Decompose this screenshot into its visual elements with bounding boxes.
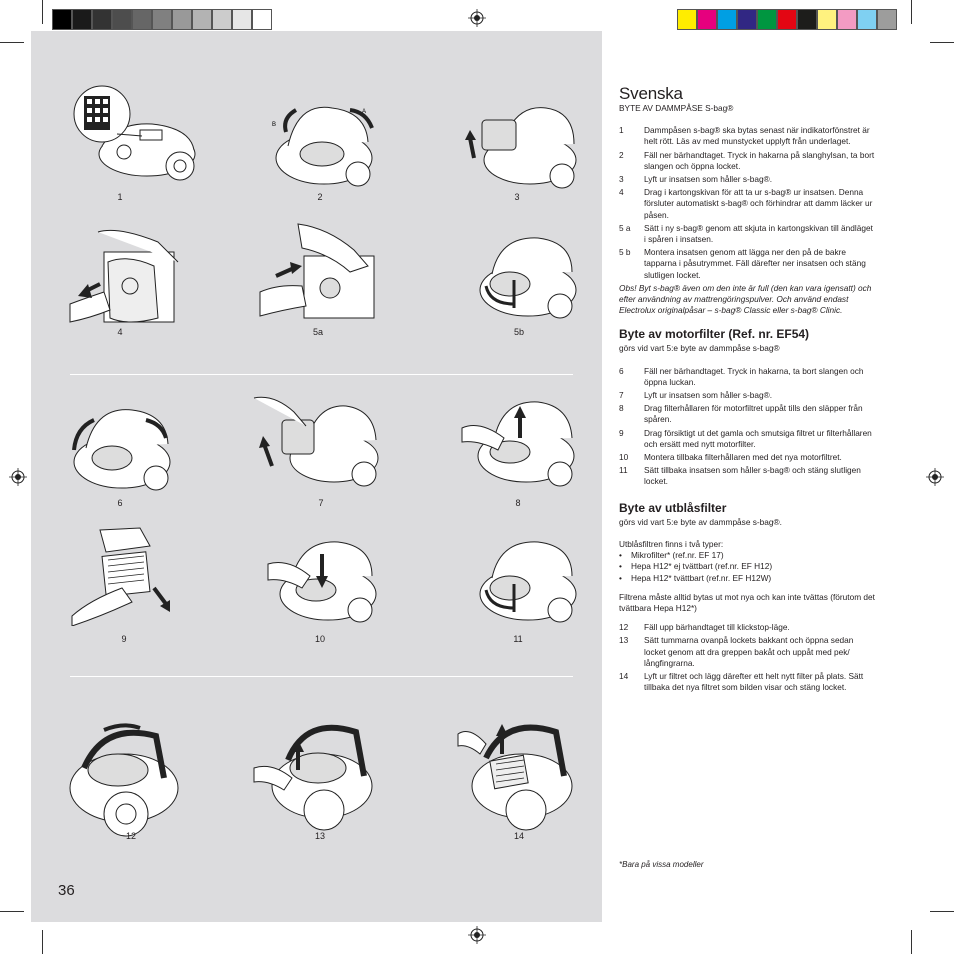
step-item <box>619 223 875 245</box>
figure-label: 6 <box>117 498 123 508</box>
figure-label: 8 <box>515 498 521 508</box>
section-heading: Byte av motorfilter (Ref. nr. EF54) <box>619 327 810 342</box>
bullet-text: Hepa H12* ej tvättbart (ref.nr. EF H12) <box>631 561 773 572</box>
color-swatch <box>212 9 232 30</box>
registration-mark-icon <box>468 9 486 27</box>
crop-mark <box>0 42 24 43</box>
figure-5a-insert-bag-illustration <box>258 220 382 326</box>
step-number: 11 <box>619 465 628 476</box>
step-number: 12 <box>619 622 629 633</box>
section-divider <box>70 374 573 375</box>
figure-2-mark-a: A <box>362 109 367 115</box>
crop-mark <box>911 0 912 24</box>
figure-8-pull-filter-holder-illustration <box>460 394 580 494</box>
crop-mark <box>42 930 43 954</box>
step-text: Dammpåsen s-bag® ska bytas senast när indikatorfönstret är helt rött. Läs av med munstycket upplyft från underlaget. <box>644 125 870 147</box>
color-swatch <box>152 9 172 30</box>
step-item <box>619 622 875 633</box>
figure-9-replace-motor-filter-illustration <box>70 526 180 626</box>
step-number: 5 a <box>619 222 631 233</box>
step-text: Montera tillbaka filterhållaren med det nya motorfiltret. <box>644 452 842 463</box>
step-item <box>619 150 875 172</box>
color-swatch <box>857 9 877 30</box>
step-number: 9 <box>619 427 624 438</box>
crop-mark <box>930 911 954 912</box>
figure-12-raise-handle-illustration <box>64 718 184 840</box>
step-item <box>619 671 875 693</box>
figure-11-close-lid-illustration <box>466 534 580 630</box>
figure-label: 11 <box>513 634 523 644</box>
figure-label: 12 <box>125 831 136 841</box>
color-swatch <box>877 9 897 30</box>
color-swatch <box>737 9 757 30</box>
color-swatch <box>252 9 272 30</box>
step-number: 2 <box>619 149 624 160</box>
step-text: Lyft ur insatsen som håller s-bag®. <box>644 390 773 401</box>
figure-label: 10 <box>314 634 325 644</box>
process-color-bar <box>677 9 897 30</box>
step-text: Drag i kartongskivan för att ta ur s-bag® ur insatsen. Denna försluter automatiskt s-bag® och förhindrar att damm läcker ur påsen. <box>644 187 873 220</box>
step-item <box>619 452 875 463</box>
color-swatch <box>757 9 777 30</box>
color-swatch <box>697 9 717 30</box>
motor-filter-steps <box>619 366 875 488</box>
color-swatch <box>777 9 797 30</box>
color-swatch <box>677 9 697 30</box>
step-item <box>619 428 875 450</box>
registration-mark-icon <box>468 926 486 944</box>
step-item <box>619 247 875 281</box>
step-text: Drag filterhållaren för motorfiltret uppåt tills den släpper från spåren. <box>644 403 863 425</box>
figure-label: 9 <box>121 634 127 644</box>
figure-label: 1 <box>117 192 123 202</box>
step-number: 4 <box>619 187 624 198</box>
grayscale-color-bar <box>52 9 272 30</box>
figure-14-replace-exhaust-filter-illustration <box>456 718 576 832</box>
color-swatch <box>232 9 252 30</box>
figure-2-mark-b: B <box>272 122 277 128</box>
note: Electrolux originalpåsar – s-bag® Classic eller s-bag® Clinic. <box>619 305 843 316</box>
list-intro: Utblåsfiltren finns i två typer: <box>619 538 724 549</box>
color-swatch <box>172 9 192 30</box>
color-swatch <box>837 9 857 30</box>
bullet-item <box>619 550 875 561</box>
step-text: Lyft ur filtret och lägg därefter ett helt nytt filter på plats. Sätt tillbaka det nya filtret som bilden visar och stäng locket. <box>644 670 864 693</box>
step-number: 7 <box>619 390 624 401</box>
step-item <box>619 125 875 147</box>
bullet-item <box>619 573 875 584</box>
figure-label: 14 <box>513 831 524 841</box>
figure-label: 3 <box>514 192 520 202</box>
page-number: 36 <box>58 882 75 899</box>
filter-types-list <box>619 550 875 584</box>
color-swatch <box>817 9 837 30</box>
step-number: 5 b <box>619 247 631 258</box>
crop-mark <box>930 42 954 43</box>
figure-10-refit-filter-holder-illustration <box>266 534 380 630</box>
figure-label: 4 <box>117 327 123 337</box>
figure-label: 5a <box>312 327 323 337</box>
color-swatch <box>72 9 92 30</box>
exhaust-filter-steps <box>619 622 875 693</box>
step-number: 14 <box>619 670 629 681</box>
step-text: Fäll upp bärhandtaget till klickstop-läge. <box>644 622 790 633</box>
section-subtitle: görs vid vart 5:e byte av dammpåse s-bag® <box>619 343 780 354</box>
step-text: Sätt tummarna ovanpå lockets bakkant och öppna sedan locket genom att dra greppen bakåt och uppåt med pek/ långfingrarna. <box>644 635 854 668</box>
footnote: *Bara på vissa modeller <box>619 860 704 869</box>
step-item <box>619 174 875 185</box>
language-heading: Svenska <box>619 84 683 103</box>
filters-note: Filtrena måste alltid bytas ut mot nya och kan inte tvättas (förutom det tvättbara Hepa H12*) <box>619 591 875 613</box>
step-text: Lyft ur insatsen som håller s-bag®. <box>644 174 773 185</box>
step-text: Drag försiktigt ut det gamla och smutsiga filtret ur filterhållaren och ersätt med nytt motorfilter. <box>644 427 872 449</box>
color-swatch <box>52 9 72 30</box>
step-item <box>619 635 875 669</box>
figure-1-indicator-illustration <box>62 84 202 194</box>
bullet-icon: • <box>619 550 622 561</box>
figure-label: 5b <box>513 327 524 337</box>
bag-replacement-steps <box>619 125 875 281</box>
step-item <box>619 187 875 221</box>
step-number: 3 <box>619 174 624 185</box>
step-number: 13 <box>619 635 629 646</box>
figure-4-remove-bag-illustration <box>68 222 188 326</box>
figure-7-lift-insert-illustration <box>250 392 382 494</box>
note: Obs! Byt s-bag® även om den inte är full (den kan vara igensatt) och efter användning av mattrengöringspulver. Och använd endast <box>619 282 872 305</box>
step-item <box>619 390 875 401</box>
bullet-icon: • <box>619 572 622 583</box>
step-number: 10 <box>619 452 629 463</box>
step-text: Sätt tillbaka insatsen som håller s-bag® och stäng slutligen locket. <box>644 465 861 487</box>
bullet-text: Hepa H12* tvättbart (ref.nr. EF H12W) <box>631 572 772 583</box>
step-number: 8 <box>619 403 624 414</box>
step-text: Fäll ner bärhandtaget. Tryck in hakarna, ta bort slangen och öppna luckan. <box>644 365 864 387</box>
figure-13-open-lid-illustration <box>252 718 376 832</box>
step-number: 1 <box>619 125 624 136</box>
step-item <box>619 366 875 388</box>
color-swatch <box>92 9 112 30</box>
bullet-item <box>619 561 875 572</box>
color-swatch <box>797 9 817 30</box>
instructions-column <box>619 84 875 695</box>
step-text: Fäll ner bärhandtaget. Tryck in hakarna på slanghylsan, ta bort slangen och öppna locket. <box>644 149 875 171</box>
figure-5b-mount-insert-illustration <box>466 230 580 326</box>
crop-mark <box>0 911 24 912</box>
step-item <box>619 403 875 425</box>
color-swatch <box>112 9 132 30</box>
bullet-icon: • <box>619 561 622 572</box>
step-item <box>619 465 875 487</box>
figure-6-open-cover-illustration <box>66 404 176 494</box>
section-divider <box>70 676 573 677</box>
step-number: 6 <box>619 365 624 376</box>
registration-mark-icon <box>9 468 27 486</box>
figure-label: 2 <box>317 192 323 202</box>
figure-label: 7 <box>318 498 324 508</box>
color-swatch <box>717 9 737 30</box>
figure-2-open-lid-illustration <box>268 98 380 194</box>
bullet-text: Mikrofilter* (ref.nr. EF 17) <box>631 550 724 561</box>
section-heading: Byte av utblåsfilter <box>619 500 727 515</box>
registration-mark-icon <box>926 468 944 486</box>
step-text: Montera insatsen genom att lägga ner den på de bakre tapparna i påsutrymmet. Fäll därefter ner insatsen och stäng slutligen locket. <box>644 247 866 280</box>
section-subtitle: görs vid vart 5:e byte av dammpåse s-bag®. <box>619 516 782 527</box>
step-text: Sätt i ny s-bag® genom att skjuta in kartongskivan till ändläget i spåren i insatsen. <box>644 222 873 245</box>
figure-3-lift-insert-illustration <box>462 98 580 194</box>
section-subtitle: BYTE AV DAMMPÅSE S-bag® <box>619 103 734 113</box>
crop-mark <box>42 0 43 24</box>
color-swatch <box>132 9 152 30</box>
crop-mark <box>911 930 912 954</box>
figure-label: 13 <box>314 831 325 841</box>
color-swatch <box>192 9 212 30</box>
